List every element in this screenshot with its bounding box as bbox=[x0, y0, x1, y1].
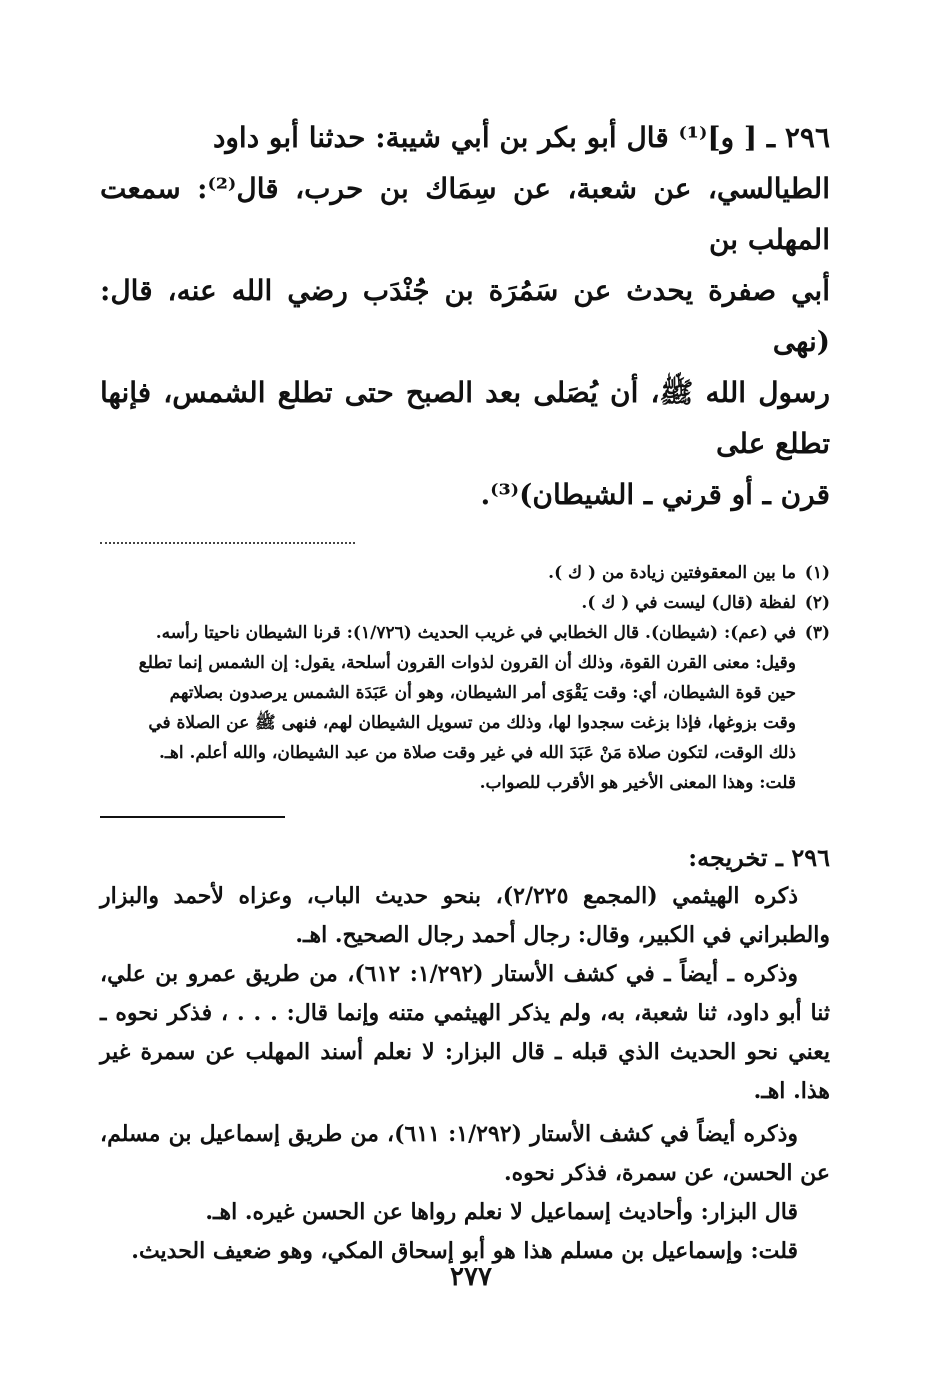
hadith-line: الطيالسي، عن شعبة، عن سِمَاك بن حرب، قال⁽²⁾: سمعت المهلب بن bbox=[100, 172, 830, 256]
takhrij-title: ٢٩٦ ـ تخريجه: bbox=[688, 843, 830, 872]
footnote-line: لفظة (قال) ليست في ( ك ). bbox=[581, 593, 796, 613]
footnote-number: (٣) bbox=[804, 623, 830, 643]
takhrij-paragraph: وذكره ـ أيضاً ـ في كشف الأستار (١/٢٩٢: ٦١٢)، من طريق عمرو بن علي، ثنا أبو داود، ثنا شعبة، به، ولم يذكر الهيثمي متنه وإنما قال: . . . ، فذكر نحوه ـ يعني نحو الحديث الذي قبله ـ قال البزار: لا نعلم أسند المهلب عن سمرة غير هذا. اهـ. bbox=[100, 961, 830, 1104]
footnote-line: وقيل: معنى القرن القوة، وذلك أن القرون لذوات القرون أسلحة، يقول: إن الشمس إنما تطلع bbox=[138, 653, 796, 673]
takhrij-paragraph: ذكره الهيثمي (المجمع ٢/٢٢٥)، بنحو حديث الباب، وعزاه لأحمد والبزار والطبراني في الكبير، وقال: رجال أحمد رجال الصحيح. اهـ. bbox=[100, 883, 830, 948]
page-number: ٢٧٧ bbox=[450, 1262, 492, 1292]
takhrij-paragraph: قال البزار: وأحاديث إسماعيل لا نعلم رواها عن الحسن غيره. اهـ. bbox=[205, 1199, 798, 1225]
footnote-number: (٢) bbox=[804, 593, 830, 613]
footnote-line: ما بين المعقوفتين زيادة من ( ك ). bbox=[548, 563, 796, 583]
footnotes bbox=[100, 558, 830, 798]
footnote-1 bbox=[100, 558, 830, 588]
footnote-number: (١) bbox=[804, 563, 830, 583]
takhrij-section bbox=[100, 838, 830, 1271]
page-body bbox=[100, 112, 830, 1271]
footnote-line: حين قوة الشيطان، أي: وقت يَقْوَى أمر الشيطان، وهو أن عَبَدَة الشمس يرصدون بصلاتهم bbox=[169, 683, 796, 703]
dotted-separator bbox=[100, 542, 355, 544]
footnote-3 bbox=[100, 618, 830, 798]
footnote-line: ذلك الوقت، لتكون صلاة مَنْ عَبَدَ الله في غير وقت صلاة من عبد الشيطان، والله أعلم. اهـ. bbox=[158, 743, 796, 763]
hadith-line: أبي صفرة يحدث عن سَمُرَة بن جُنْدَب رضي الله عنه، قال: (نهى bbox=[100, 274, 830, 358]
footnote-line: في (عم): (شيطان). قال الخطابي في غريب الحديث (١/٧٢٦): قرنا الشيطان ناحيتا رأسه. bbox=[155, 623, 796, 643]
hadith-text bbox=[100, 112, 830, 520]
footnote-line: وقت بزوغها، فإذا بزغت سجدوا لها، وذلك من تسويل الشيطان لهم، فنهى ﷺ عن الصلاة في bbox=[148, 713, 796, 733]
section-divider bbox=[100, 816, 285, 818]
hadith-line: ٢٩٦ ـ [ و]⁽¹⁾ قال أبو بكر بن أبي شيبة: حدثنا أبو داود bbox=[212, 121, 830, 154]
takhrij-paragraph: وذكره أيضاً في كشف الأستار (١/٢٩٢: ٦١١)، من طريق إسماعيل بن مسلم، عن الحسن، عن سمرة، فذكر نحوه. bbox=[100, 1121, 830, 1186]
takhrij-paragraph: قلت: وإسماعيل بن مسلم هذا هو أبو إسحاق المكي، وهو ضعيف الحديث. bbox=[131, 1238, 798, 1264]
footnote-line: قلت: وهذا المعنى الأخير هو الأقرب للصواب. bbox=[479, 773, 796, 793]
footnote-2 bbox=[100, 588, 830, 618]
hadith-line: رسول الله ﷺ، أن يُصَلى بعد الصبح حتى تطلع الشمس، فإنها تطلع على bbox=[100, 376, 830, 460]
hadith-line: قرن ـ أو قرني ـ الشيطان)⁽³⁾. bbox=[480, 478, 830, 511]
